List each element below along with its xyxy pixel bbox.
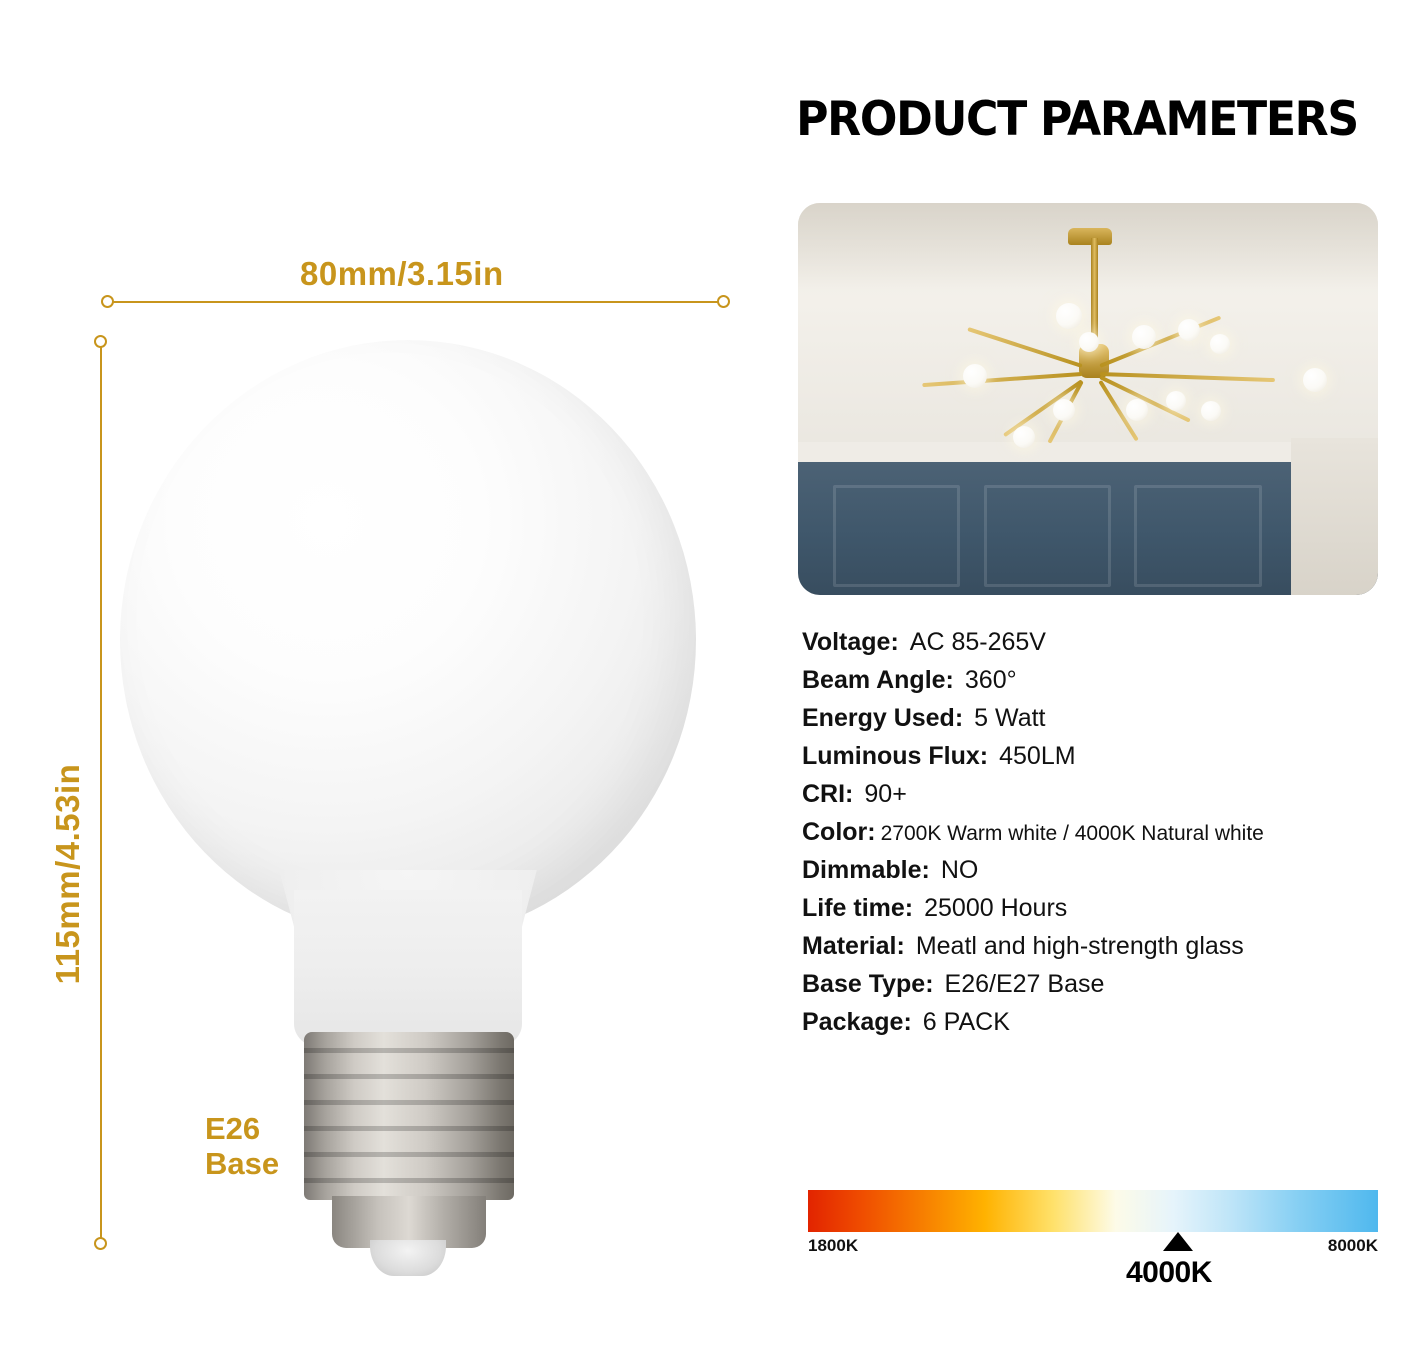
spec-row-luminous-flux — [802, 742, 1402, 771]
chandelier-bulb — [1013, 426, 1035, 448]
spec-row-voltage — [802, 628, 1402, 657]
spec-value: 90+ — [864, 780, 907, 808]
bulb-glass-globe — [120, 340, 696, 940]
spec-row-life-time — [802, 894, 1402, 923]
photo-wall-panel — [1134, 485, 1262, 587]
bulb-e26-screw-base — [304, 1032, 514, 1200]
spec-value: Meatl and high-strength glass — [915, 932, 1244, 960]
photo-wall-panel — [984, 485, 1112, 587]
kelvin-min-label: 1800K — [808, 1236, 859, 1255]
spec-row-package — [802, 1008, 1402, 1037]
chandelier-bulb — [1132, 325, 1156, 349]
spec-label: Energy Used: — [802, 704, 964, 732]
photo-right-wall — [1291, 438, 1378, 595]
spec-row-dimmable — [802, 856, 1402, 885]
height-dimension-label: 115mm/4.53in — [49, 763, 86, 985]
kelvin-current-label: 4000K — [1126, 1256, 1212, 1289]
spec-label: Voltage: — [802, 628, 899, 656]
chandelier-bulb — [1178, 319, 1200, 341]
spec-value: 25000 Hours — [924, 894, 1068, 922]
chandelier-bulb — [1126, 399, 1148, 421]
spec-row-base-type — [802, 970, 1402, 999]
spec-row-color — [802, 818, 1402, 847]
spec-label: CRI: — [802, 780, 854, 808]
spec-value: NO — [940, 856, 979, 884]
spec-row-cri — [802, 780, 1402, 809]
color-temperature-labels — [808, 1236, 1378, 1289]
spec-label: Life time: — [802, 894, 914, 922]
spec-row-beam-angle — [802, 666, 1402, 695]
width-dimension-endpoint-right — [717, 295, 730, 308]
spec-label: Dimmable: — [802, 856, 930, 884]
base-type-callout-line2: Base — [205, 1145, 280, 1181]
kelvin-max-label: 8000K — [1327, 1236, 1378, 1255]
spec-value: E26/E27 Base — [944, 970, 1105, 998]
specification-list — [802, 628, 1402, 1046]
height-dimension-line — [100, 341, 102, 1241]
product-application-photo — [798, 203, 1378, 595]
chandelier-bulb — [963, 364, 987, 388]
spec-row-energy-used — [802, 704, 1402, 733]
width-dimension-line — [108, 301, 724, 303]
spec-row-material — [802, 932, 1402, 961]
chandelier-bulb — [1201, 401, 1221, 421]
height-dimension-endpoint-top — [94, 335, 107, 348]
base-type-callout-line1: E26 — [205, 1111, 261, 1146]
spec-label: Luminous Flux: — [802, 742, 989, 770]
spec-label: Package: — [802, 1008, 912, 1036]
chandelier-canopy — [1068, 228, 1112, 245]
chandelier-downrod — [1091, 238, 1098, 344]
bulb-neck — [294, 890, 522, 1050]
page-title: PRODUCT PARAMETERS — [796, 92, 1358, 147]
width-dimension-label: 80mm/3.15in — [300, 255, 504, 292]
spec-value: 450LM — [999, 742, 1076, 770]
spec-value: 360° — [964, 666, 1017, 694]
chandelier-bulb — [1210, 334, 1230, 354]
spec-value: 5 Watt — [974, 704, 1046, 732]
kelvin-marker-icon — [1163, 1232, 1193, 1251]
spec-label: Material: — [802, 932, 905, 960]
color-temperature-gradient-bar — [808, 1190, 1378, 1232]
chandelier-bulb — [1303, 368, 1327, 392]
chandelier-bulb — [1056, 303, 1082, 329]
spec-label: Base Type: — [802, 970, 934, 998]
parameters-panel — [760, 0, 1412, 1362]
width-dimension-endpoint-left — [101, 295, 114, 308]
spec-label: Color: — [802, 818, 876, 846]
photo-wall-panel — [833, 485, 961, 587]
spec-value: AC 85-265V — [909, 628, 1046, 656]
spec-label: Beam Angle: — [802, 666, 954, 694]
base-type-callout — [205, 1112, 279, 1181]
spec-value: 2700K Warm white / 4000K Natural white — [880, 822, 1264, 845]
photo-ceiling-shadow — [798, 203, 1378, 289]
bulb-base-contact-tip — [370, 1240, 446, 1276]
height-dimension-endpoint-bottom — [94, 1237, 107, 1250]
spec-value: 6 PACK — [922, 1008, 1010, 1036]
color-temperature-scale — [808, 1190, 1378, 1289]
